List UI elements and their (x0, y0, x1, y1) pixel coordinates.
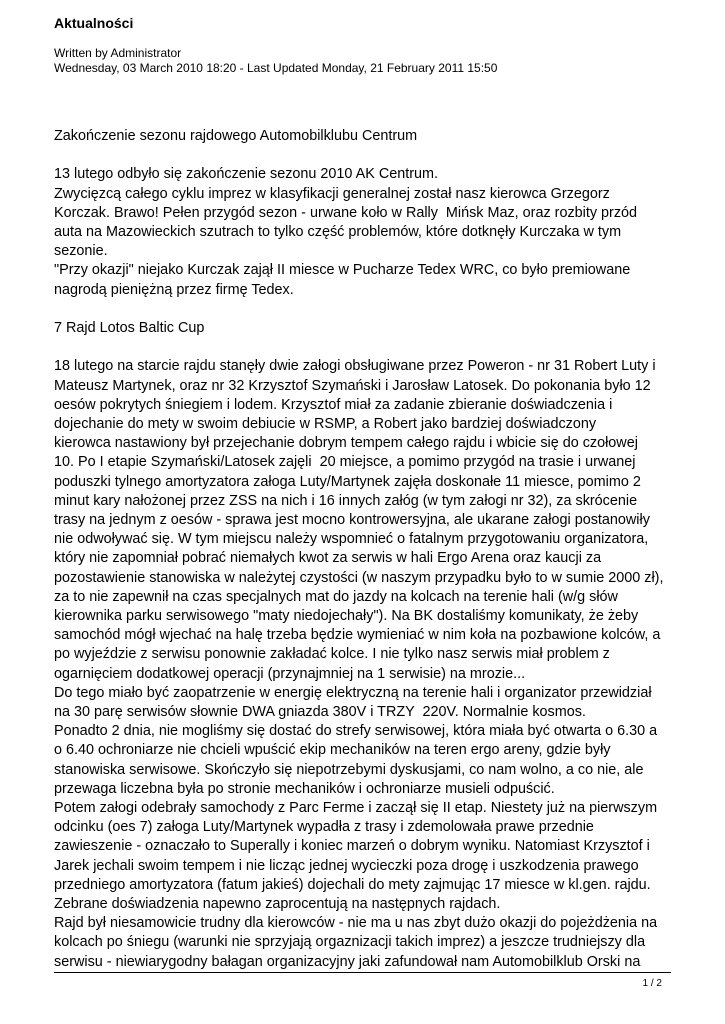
text-line: kierowca nastawiony był przejechanie dobrym tempem całego rajdu i wbicie się do czołowej (54, 435, 638, 452)
text-line: minut kary nałożonej przez ZSS na nich i 16 innych załóg (w tym załogi nr 32), za skrócenie (54, 492, 638, 509)
text-line: Mateusz Martynek, oraz nr 32 Krzysztof Szymański i Jarosław Latosek. Do pokonania było 12 (54, 377, 651, 394)
page-header (54, 15, 133, 31)
text-line: nagrodą pieniężną przez firmę Tedex. (54, 281, 294, 298)
date-line: Wednesday, 03 March 2010 18:20 - Last Updated Monday, 21 February 2011 15:50 (54, 61, 498, 75)
text-line: Ponadto 2 dnia, nie mogliśmy się dostać do strefy serwisowej, która miała być otwarta o 6.30 a (54, 723, 658, 740)
article-meta (54, 46, 497, 76)
text-line: który nie zapomniał pobrać niemałych kwot za serwis w hali Ergo Arena oraz kaucji za (54, 550, 602, 567)
text-line: Korczak. Brawo! Pełen przygód sezon - urwane koło w Rally Mińsk Maz, oraz rozbity przód (54, 204, 638, 221)
spacer (54, 146, 674, 165)
author-line: Written by Administrator (54, 46, 182, 60)
text-line: ogarnięciem dodatkowej operacji (przynajmniej na 1 serwisie) na mrozie... (54, 665, 526, 682)
text-line: za to nie zapewnił na czas specjalnych mat do jazdy na kolcach na terenie hali (w/g słów (54, 588, 618, 605)
text-line: 10. Po I etapie Szymański/Latosek zajęli 20 miejsce, a pomimo przygód na trasie i urwanej (54, 454, 636, 471)
text-line: dojechanie do mety w swoim debiucie w RSMP, a Robert jako bardziej doświadczony (54, 416, 597, 432)
text-line: sezonie. (54, 243, 108, 260)
text-line: samochód mógł wjechać na halę trzeba będzie wymieniać w nim koła na pozbawione kolców, a (54, 627, 661, 644)
section-title: Aktualności (54, 15, 134, 31)
text-line: poduszki tylnego amortyzatora załoga Luty/Martynek zajęła doskonałe 11 miesce, pomimo 2 (54, 473, 641, 490)
text-line: kierownika parku serwisowego "maty niedojechały"). Na BK dostaliśmy komunikaty, że żeby (54, 608, 639, 625)
text-line: na 30 parę serwisów słownie DWA gniazda 380V i TRZY 220V. Normalnie kosmos. (54, 704, 586, 721)
text-line: auta na Mazowieckich szutrach to tylko część problemów, które dotknęły Kurczaka w tym (54, 224, 622, 240)
text-line: Zwycięzcą całego cyklu imprez w klasyfikacji generalnej został nasz kierowca Grzegorz (54, 185, 610, 202)
text-line: oesów pokrytych śniegiem i lodem. Krzysztof miał za zadanie zbieranie doświadczenia i (54, 396, 613, 413)
text-line: przewaga liczebna była po stronie mechaników i ochroniarze musieli odpuścić. (54, 780, 555, 797)
paragraph-rally-report (54, 357, 674, 972)
page-indicator: 1 / 2 (642, 978, 662, 989)
spacer (54, 338, 674, 357)
text-line: "Przy okazji" niejako Kurczak zajął II miesce w Pucharze Tedex WRC, co było premiowane (54, 262, 631, 279)
text-line: nie odwoływać się. W tym miejscu należy wspomnieć o fatalnym przygotowaniu organizatora, (54, 531, 649, 548)
text-line: Do tego miało być zaopatrzenie w energię elektryczną na terenie hali i organizator przewidział (54, 684, 652, 701)
text-line: kolcach po śniegu (warunki nie sprzyjają orgaznizacji takich imprez) a jeszcze trudniejszy dla (54, 934, 646, 951)
article-subtitle: 7 Rajd Lotos Baltic Cup (54, 320, 205, 336)
text-line: serwisu - niewiarygodny bałagan organizacyjny jaki zafundował nam Automobilklub Orski na (54, 953, 641, 970)
text-line: Potem załogi odebrały samochody z Parc Ferme i zaczął się II etap. Niestety już na pierwszym (54, 800, 658, 817)
text-line: 13 lutego odbyło się zakończenie sezonu 2010 AK Centrum. (54, 166, 439, 183)
article-title: Zakończenie sezonu rajdowego Automobilklubu Centrum (54, 128, 418, 144)
text-line: zawieszenie - oznaczało to Superally i koniec marzeń o dobrym wyniku. Natomiast Krzysztof i (54, 838, 650, 855)
article-body (54, 127, 674, 972)
footer-divider (54, 972, 671, 973)
text-line: pozostawienie stanowiska w należytej czystości (w naszym przypadku było to w sumie 2000 zł), (54, 569, 664, 586)
text-line: 18 lutego na starcie rajdu stanęły dwie załogi obsługiwane przez Poweron - nr 31 Robert Luty i (54, 358, 656, 375)
text-line: przedniego amortyzatora (fatum jakieś) dojechali do mety zajmując 17 miesce w kl.gen. rajdu. (54, 876, 651, 893)
text-line: Zebrane doświadzenia napewno zaprocentują na następnych rajdach. (54, 896, 501, 913)
text-line: Jarek jechali swoim tempem i nie licząc jednej wycieczki poza drogę i uszkodzenia prawego (54, 857, 639, 874)
paragraph-season-end (54, 165, 674, 299)
text-line: odcinku (oes 7) załoga Luty/Martynek wypadła z trasy i zdemolowała prawe przednie (54, 819, 594, 836)
text-line: Rajd był niesamowicie trudny dla kierowców - nie ma u nas zbyt dużo okazji do pojeżdżenia na (54, 915, 658, 932)
text-line: o 6.40 ochroniarze nie chcieli wpuścić ekip mechaników na teren ergo areny, gdzie były (54, 742, 611, 759)
text-line: trasy na jednym z oesów - sprawa jest mocno kontrowersyjna, ale ukarane załogi postanowiły (54, 512, 650, 529)
text-line: stanowiska serwisowe. Skończyło się niepotrzebymi dyskusjami, co nam wolno, a co nie, ale (54, 761, 644, 778)
text-line: po wyjeździe z serwisu ponownie zakładać kolce. I nie tylko nasz serwis miał problem z (54, 646, 610, 663)
spacer (54, 300, 674, 319)
